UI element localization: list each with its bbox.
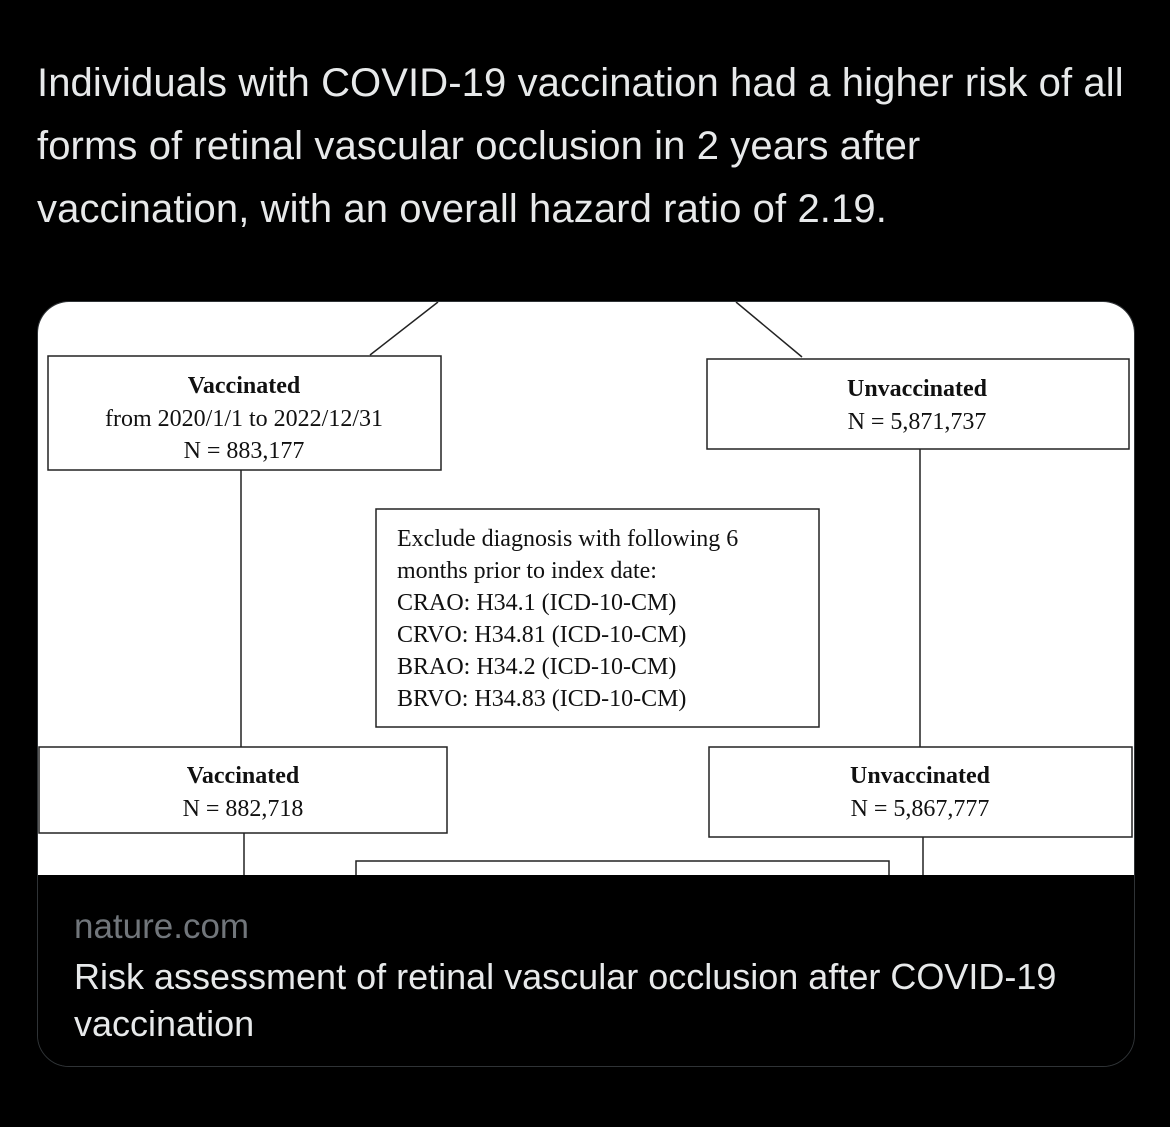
card-domain: nature.com: [74, 907, 250, 946]
exclusion-line-4: CRVO: H34.81 (ICD-10-CM): [397, 622, 687, 648]
exclusion-line-5: BRAO: H34.2 (ICD-10-CM): [397, 654, 677, 680]
exclusion-line-1: Exclude diagnosis with following 6: [397, 526, 739, 552]
exclusion-line-6: BRVO: H34.83 (ICD-10-CM): [397, 686, 687, 712]
vaccinated-after-count: N = 882,718: [182, 796, 304, 822]
card-image[interactable]: [38, 302, 1134, 875]
card-title[interactable]: Risk assessment of retinal vascular occlusion after COVID-19 vaccination: [74, 956, 1057, 1044]
top-left-connector: [370, 302, 438, 355]
unvaccinated-box-count: N = 5,871,737: [847, 409, 987, 435]
top-right-connector: [736, 302, 802, 357]
tweet-text: Individuals with COVID-19 vaccination had a higher risk of all forms of retinal vascular occlusion in 2 years after vaccination, with an overall hazard ratio of 2.19.: [37, 61, 1124, 231]
unvaccinated-after-count: N = 5,867,777: [850, 796, 990, 822]
unvaccinated-after-box: [709, 747, 1132, 837]
unvaccinated-box: [707, 359, 1129, 449]
unvaccinated-box-title: Unvaccinated: [847, 376, 987, 402]
vaccinated-box-dates: from 2020/1/1 to 2022/12/31: [105, 406, 383, 432]
vaccinated-after-title: Vaccinated: [186, 763, 300, 789]
card-meta[interactable]: [38, 875, 1134, 1066]
unvaccinated-after-title: Unvaccinated: [850, 763, 990, 789]
link-card[interactable]: [37, 301, 1135, 1067]
exclusion-line-3: CRAO: H34.1 (ICD-10-CM): [397, 590, 677, 616]
lower-box-partial: [356, 861, 889, 875]
vaccinated-box-count: N = 883,177: [183, 438, 305, 464]
exclusion-line-2: months prior to index date:: [397, 558, 657, 584]
vaccinated-box-title: Vaccinated: [187, 373, 301, 399]
flowchart-diagram: [38, 302, 1134, 875]
